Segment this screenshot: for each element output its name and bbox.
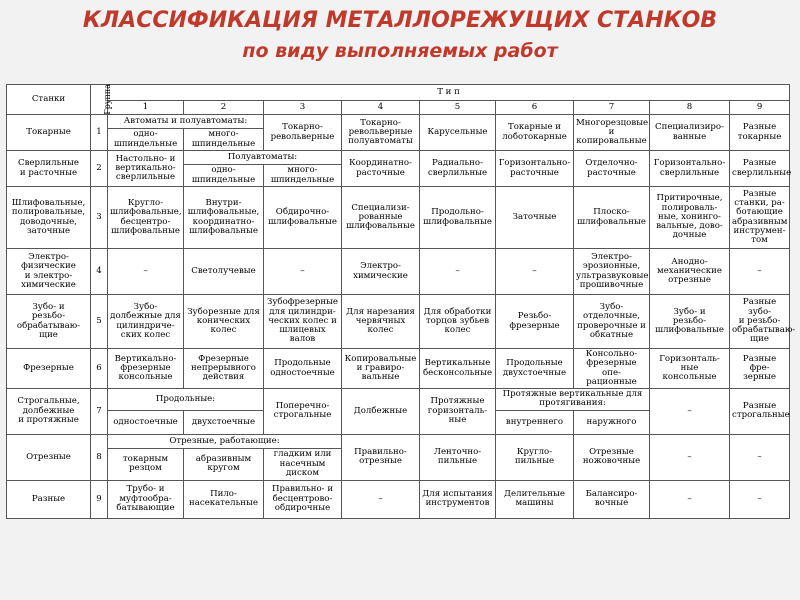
table-cell: Горизонтально- расточные (496, 151, 574, 187)
table-cell: Внутри- шлифовальные, координатно- шлифовальные (184, 187, 264, 249)
header-machines: Станки (7, 85, 91, 115)
header-type: Т и п (108, 85, 790, 101)
row-group-number: 7 (91, 389, 108, 435)
row-machine-name: Шлифовальные, полировальные, доводочные, заточные (7, 187, 91, 249)
table-cell: Заточные (496, 187, 574, 249)
table-cell: Правильно- отрезные (342, 434, 420, 480)
table-cell: Продольные двухстоечные (496, 349, 574, 389)
span-header: Автоматы и полуавтоматы: (108, 115, 264, 129)
row-machine-name: Фрезерные (7, 349, 91, 389)
table-cell: – (650, 434, 730, 480)
row-group-number: 4 (91, 249, 108, 295)
row-group-number: 2 (91, 151, 108, 187)
table-cell: внутреннего (496, 410, 574, 434)
table-cell: Настольно- и вертикально- сверлильные (108, 151, 184, 187)
table-cell: Зубофрезерные для цилиндри- ческих колес и шлицевых валов (264, 295, 342, 349)
type-number: 1 (108, 101, 184, 115)
table-cell: Горизонталь- ные консольные (650, 349, 730, 389)
type-number: 2 (184, 101, 264, 115)
row-machine-name: Разные (7, 480, 91, 518)
header-group: Группа (91, 85, 108, 115)
type-number: 4 (342, 101, 420, 115)
table-cell: Резьбо- фрезерные (496, 295, 574, 349)
table-cell: Кругло- пильные (496, 434, 574, 480)
row-group-number: 6 (91, 349, 108, 389)
type-number: 6 (496, 101, 574, 115)
table-cell: наружного (574, 410, 650, 434)
table-cell: Специализиро- ванные (650, 115, 730, 151)
table-cell: – (496, 249, 574, 295)
row-machine-name: Строгальные, долбежные и протяжные (7, 389, 91, 435)
table-cell: Зуборезные для конических колес (184, 295, 264, 349)
table-cell: Правильно- и бесцентрово- обдирочные (264, 480, 342, 518)
table-cell: Зубо- и резьбо- шлифовальные (650, 295, 730, 349)
row-group-number: 9 (91, 480, 108, 518)
table-cell: Делительные машины (496, 480, 574, 518)
table-cell: токарным резцом (108, 448, 184, 480)
table-cell: Разные фре- зерные (730, 349, 790, 389)
page-subtitle: по виду выполняемых работ (242, 40, 558, 62)
table-cell: Координатно- расточные (342, 151, 420, 187)
type-number: 3 (264, 101, 342, 115)
table-cell: одностоечные (108, 410, 184, 434)
row-machine-name: Электро- физические и электро- химические (7, 249, 91, 295)
table-cell: много- шпиндельные (264, 165, 342, 187)
type-number: 8 (650, 101, 730, 115)
table-cell: – (650, 480, 730, 518)
span-header: Протяжные вертикальные для протягивания: (496, 389, 650, 411)
span-header: Полуавтоматы: (184, 151, 342, 165)
type-number: 7 (574, 101, 650, 115)
table-cell: Токарные и лоботокарные (496, 115, 574, 151)
classification-table (6, 84, 796, 519)
table-cell: – (420, 249, 496, 295)
table-cell: Светолучевые (184, 249, 264, 295)
table-cell: Радиально- сверлильные (420, 151, 496, 187)
table-cell: Горизонтально- сверлильные (650, 151, 730, 187)
table-cell: одно- шпиндельные (184, 165, 264, 187)
table-cell: Консольно- фрезерные опе- рационные (574, 349, 650, 389)
table-cell: Отделочно- расточные (574, 151, 650, 187)
table-cell: Разные токарные (730, 115, 790, 151)
table-cell: Токарно- револьверные (264, 115, 342, 151)
row-group-number: 8 (91, 434, 108, 480)
table-cell: Пило- насекательные (184, 480, 264, 518)
table-cell: Фрезерные непрерывного действия (184, 349, 264, 389)
table-cell: Анодно- механические отрезные (650, 249, 730, 295)
table-cell: Вертикально- фрезерные консольные (108, 349, 184, 389)
table-cell: Для испытания инструментов (420, 480, 496, 518)
table-cell: Обдирочно- шлифовальные (264, 187, 342, 249)
table-cell: Карусельные (420, 115, 496, 151)
table-cell: Отрезные ножовочные (574, 434, 650, 480)
table-cell: Продольные одностоечные (264, 349, 342, 389)
table-cell: – (730, 434, 790, 480)
table-cell: много- шпиндельные (184, 129, 264, 151)
table-cell: Разные сверлильные (730, 151, 790, 187)
type-number: 5 (420, 101, 496, 115)
table-cell: Плоско- шлифовальные (574, 187, 650, 249)
row-group-number: 5 (91, 295, 108, 349)
table-cell: – (342, 480, 420, 518)
table-cell: одно- шпиндельные (108, 129, 184, 151)
table-cell: Балансиро- вочные (574, 480, 650, 518)
table-cell: абразивным кругом (184, 448, 264, 480)
table-cell: – (730, 249, 790, 295)
table-cell: – (108, 249, 184, 295)
table-cell: гладким или насечным диском (264, 448, 342, 480)
table-cell: Трубо- и муфтообра- батывающие (108, 480, 184, 518)
table-cell: Зубо- долбежные для цилиндриче- ских колес (108, 295, 184, 349)
table-cell: Поперечно- строгальные (264, 389, 342, 435)
table-cell: Продольно- шлифовальные (420, 187, 496, 249)
table-cell: Специализи- рованные шлифовальные (342, 187, 420, 249)
table-cell: Электро- химические (342, 249, 420, 295)
table-cell: Ленточно- пильные (420, 434, 496, 480)
row-machine-name: Токарные (7, 115, 91, 151)
table-cell: Для обработки торцов зубьев колес (420, 295, 496, 349)
table-cell: Копировальные и гравиро- вальные (342, 349, 420, 389)
row-machine-name: Отрезные (7, 434, 91, 480)
table-cell: Кругло- шлифовальные, бесцентро- шлифовальные (108, 187, 184, 249)
table-cell: Разные зубо- и резьбо- обрабатываю- щие (730, 295, 790, 349)
table-cell: двухстоечные (184, 410, 264, 434)
table-cell: Электро- эрозионные, ультразвуковые прошивочные (574, 249, 650, 295)
span-header: Продольные: (108, 389, 264, 411)
table-cell: Для нарезания червячных колес (342, 295, 420, 349)
table-cell: Разные строгальные (730, 389, 790, 435)
row-group-number: 3 (91, 187, 108, 249)
table-cell: Вертикальные бесконсольные (420, 349, 496, 389)
row-machine-name: Сверлильные и расточные (7, 151, 91, 187)
table-cell: Зубо- отделочные, проверочные и обкатные (574, 295, 650, 349)
table-cell: – (264, 249, 342, 295)
row-machine-name: Зубо- и резьбо- обрабатываю- щие (7, 295, 91, 349)
page-title: КЛАССИФИКАЦИЯ МЕТАЛЛОРЕЖУЩИХ СТАНКОВ (82, 8, 718, 33)
row-group-number: 1 (91, 115, 108, 151)
table-cell: Разные станки, ра- ботающие абразивным инструмен- том (730, 187, 790, 249)
type-number: 9 (730, 101, 790, 115)
table-cell: Протяжные горизонталь- ные (420, 389, 496, 435)
span-header: Отрезные, работающие: (108, 434, 342, 448)
table-cell: Токарно- револьверные полуавтоматы (342, 115, 420, 151)
table-cell: Многорезцовые и копировальные (574, 115, 650, 151)
table-cell: – (650, 389, 730, 435)
table-cell: – (730, 480, 790, 518)
table-cell: Притирочные, полироваль- ные, хонинго- вальные, дово- дочные (650, 187, 730, 249)
table-cell: Долбежные (342, 389, 420, 435)
